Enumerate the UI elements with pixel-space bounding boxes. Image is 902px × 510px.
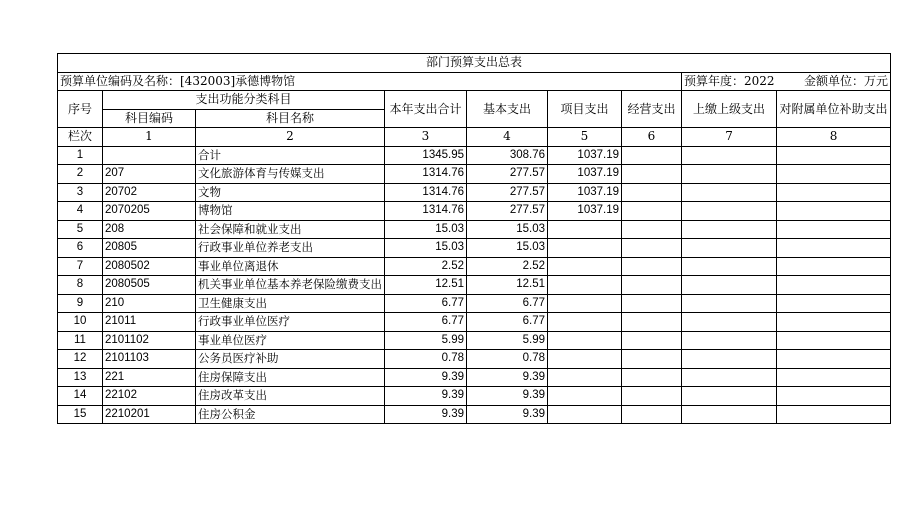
cell-subsidy	[777, 294, 891, 313]
cell-seq: 13	[58, 368, 103, 387]
cell-basic: 308.76	[467, 146, 548, 165]
cell-operating	[622, 146, 682, 165]
header-code: 科目编码	[103, 109, 196, 128]
col-index-7: 7	[682, 128, 777, 147]
header-basic: 基本支出	[467, 91, 548, 128]
cell-total: 1314.76	[385, 202, 467, 221]
cell-upper	[682, 220, 777, 239]
cell-name: 行政事业单位医疗	[196, 313, 385, 332]
cell-subsidy	[777, 146, 891, 165]
cell-basic: 0.78	[467, 350, 548, 369]
cell-operating	[622, 331, 682, 350]
cell-operating	[622, 183, 682, 202]
table-row	[58, 202, 891, 221]
cell-code: 2101102	[103, 331, 196, 350]
cell-basic: 277.57	[467, 183, 548, 202]
cell-total: 1314.76	[385, 183, 467, 202]
cell-total: 0.78	[385, 350, 467, 369]
cell-name: 卫生健康支出	[196, 294, 385, 313]
cell-total: 2.52	[385, 257, 467, 276]
cell-name: 事业单位离退休	[196, 257, 385, 276]
cell-code: 2070205	[103, 202, 196, 221]
cell-seq: 3	[58, 183, 103, 202]
cell-subsidy	[777, 368, 891, 387]
cell-seq: 2	[58, 165, 103, 184]
cell-project	[548, 387, 622, 406]
cell-project	[548, 276, 622, 295]
cell-operating	[622, 294, 682, 313]
cell-total: 9.39	[385, 405, 467, 424]
cell-upper	[682, 368, 777, 387]
cell-code: 20805	[103, 239, 196, 258]
cell-total: 9.39	[385, 387, 467, 406]
table-row	[58, 387, 891, 406]
cell-project	[548, 294, 622, 313]
cell-code: 20702	[103, 183, 196, 202]
cell-name: 文物	[196, 183, 385, 202]
cell-operating	[622, 387, 682, 406]
cell-upper	[682, 405, 777, 424]
col-index-label: 栏次	[58, 128, 103, 147]
cell-basic: 15.03	[467, 239, 548, 258]
cell-operating	[622, 239, 682, 258]
cell-basic: 15.03	[467, 220, 548, 239]
cell-project	[548, 220, 622, 239]
cell-basic: 2.52	[467, 257, 548, 276]
cell-subsidy	[777, 313, 891, 332]
cell-code: 2101103	[103, 350, 196, 369]
cell-subsidy	[777, 257, 891, 276]
col-index-3: 3	[385, 128, 467, 147]
cell-code: 2080505	[103, 276, 196, 295]
cell-project	[548, 313, 622, 332]
cell-upper	[682, 387, 777, 406]
cell-seq: 9	[58, 294, 103, 313]
cell-seq: 10	[58, 313, 103, 332]
cell-seq: 15	[58, 405, 103, 424]
cell-code: 221	[103, 368, 196, 387]
cell-name: 住房保障支出	[196, 368, 385, 387]
cell-name: 公务员医疗补助	[196, 350, 385, 369]
col-index-5: 5	[548, 128, 622, 147]
cell-name: 机关事业单位基本养老保险缴费支出	[196, 276, 385, 295]
table-row	[58, 257, 891, 276]
table-row	[58, 368, 891, 387]
cell-basic: 12.51	[467, 276, 548, 295]
table-title: 部门预算支出总表	[58, 54, 891, 73]
table-row	[58, 165, 891, 184]
cell-total: 5.99	[385, 331, 467, 350]
cell-upper	[682, 202, 777, 221]
header-project: 项目支出	[548, 91, 622, 128]
table-row	[58, 220, 891, 239]
cell-project	[548, 350, 622, 369]
cell-name: 合计	[196, 146, 385, 165]
cell-subsidy	[777, 405, 891, 424]
cell-name: 事业单位医疗	[196, 331, 385, 350]
cell-total: 6.77	[385, 313, 467, 332]
cell-name: 文化旅游体育与传媒支出	[196, 165, 385, 184]
cell-seq: 1	[58, 146, 103, 165]
cell-operating	[622, 165, 682, 184]
cell-project	[548, 331, 622, 350]
cell-operating	[622, 276, 682, 295]
cell-total: 1314.76	[385, 165, 467, 184]
col-index-8: 8	[777, 128, 891, 147]
cell-code: 2210201	[103, 405, 196, 424]
cell-name: 行政事业单位养老支出	[196, 239, 385, 258]
cell-operating	[622, 405, 682, 424]
cell-name: 住房公积金	[196, 405, 385, 424]
cell-code: 210	[103, 294, 196, 313]
cell-subsidy	[777, 202, 891, 221]
cell-seq: 12	[58, 350, 103, 369]
table-row	[58, 313, 891, 332]
table-row	[58, 146, 891, 165]
cell-project: 1037.19	[548, 202, 622, 221]
cell-basic: 277.57	[467, 165, 548, 184]
cell-subsidy	[777, 220, 891, 239]
cell-project	[548, 368, 622, 387]
cell-seq: 5	[58, 220, 103, 239]
cell-seq: 11	[58, 331, 103, 350]
cell-upper	[682, 165, 777, 184]
cell-seq: 4	[58, 202, 103, 221]
cell-seq: 6	[58, 239, 103, 258]
cell-subsidy	[777, 331, 891, 350]
cell-operating	[622, 220, 682, 239]
cell-subsidy	[777, 239, 891, 258]
cell-name: 社会保障和就业支出	[196, 220, 385, 239]
cell-upper	[682, 350, 777, 369]
table-row	[58, 183, 891, 202]
cell-project	[548, 405, 622, 424]
cell-seq: 8	[58, 276, 103, 295]
cell-basic: 6.77	[467, 294, 548, 313]
cell-total: 9.39	[385, 368, 467, 387]
cell-project	[548, 239, 622, 258]
currency-unit-label: 金额单位：万元	[777, 72, 891, 91]
table-row	[58, 405, 891, 424]
cell-total: 1345.95	[385, 146, 467, 165]
header-subsidy: 对附属单位补助支出	[777, 91, 891, 128]
table-row	[58, 331, 891, 350]
cell-upper	[682, 183, 777, 202]
header-name: 科目名称	[196, 109, 385, 128]
cell-seq: 14	[58, 387, 103, 406]
table-row	[58, 239, 891, 258]
col-index-1: 1	[103, 128, 196, 147]
cell-upper	[682, 294, 777, 313]
cell-operating	[622, 368, 682, 387]
cell-operating	[622, 202, 682, 221]
cell-code: 208	[103, 220, 196, 239]
cell-upper	[682, 257, 777, 276]
cell-upper	[682, 313, 777, 332]
cell-operating	[622, 257, 682, 276]
cell-total: 6.77	[385, 294, 467, 313]
col-index-6: 6	[622, 128, 682, 147]
cell-total: 12.51	[385, 276, 467, 295]
cell-basic: 6.77	[467, 313, 548, 332]
cell-name: 住房改革支出	[196, 387, 385, 406]
col-index-2: 2	[196, 128, 385, 147]
header-upper: 上缴上级支出	[682, 91, 777, 128]
cell-basic: 277.57	[467, 202, 548, 221]
header-func-group: 支出功能分类科目	[103, 91, 385, 110]
cell-project: 1037.19	[548, 165, 622, 184]
budget-year-label: 预算年度：2022	[682, 72, 777, 91]
cell-code	[103, 146, 196, 165]
cell-total: 15.03	[385, 220, 467, 239]
cell-upper	[682, 276, 777, 295]
cell-code: 207	[103, 165, 196, 184]
cell-upper	[682, 331, 777, 350]
cell-upper	[682, 239, 777, 258]
budget-unit-label: 预算单位编码及名称：[432003]承德博物馆	[58, 72, 682, 91]
table-row	[58, 276, 891, 295]
header-operating: 经营支出	[622, 91, 682, 128]
cell-basic: 9.39	[467, 405, 548, 424]
cell-basic: 9.39	[467, 387, 548, 406]
cell-subsidy	[777, 165, 891, 184]
table-row	[58, 350, 891, 369]
cell-subsidy	[777, 350, 891, 369]
table-row	[58, 294, 891, 313]
cell-subsidy	[777, 387, 891, 406]
cell-basic: 9.39	[467, 368, 548, 387]
cell-code: 2080502	[103, 257, 196, 276]
cell-operating	[622, 313, 682, 332]
cell-subsidy	[777, 183, 891, 202]
cell-operating	[622, 350, 682, 369]
header-seq: 序号	[58, 91, 103, 128]
cell-upper	[682, 146, 777, 165]
cell-seq: 7	[58, 257, 103, 276]
cell-name: 博物馆	[196, 202, 385, 221]
cell-project: 1037.19	[548, 183, 622, 202]
cell-code: 21011	[103, 313, 196, 332]
header-total: 本年支出合计	[385, 91, 467, 128]
cell-total: 15.03	[385, 239, 467, 258]
cell-subsidy	[777, 276, 891, 295]
col-index-4: 4	[467, 128, 548, 147]
cell-code: 22102	[103, 387, 196, 406]
cell-project	[548, 257, 622, 276]
cell-project: 1037.19	[548, 146, 622, 165]
budget-expenditure-table	[57, 53, 891, 424]
cell-basic: 5.99	[467, 331, 548, 350]
